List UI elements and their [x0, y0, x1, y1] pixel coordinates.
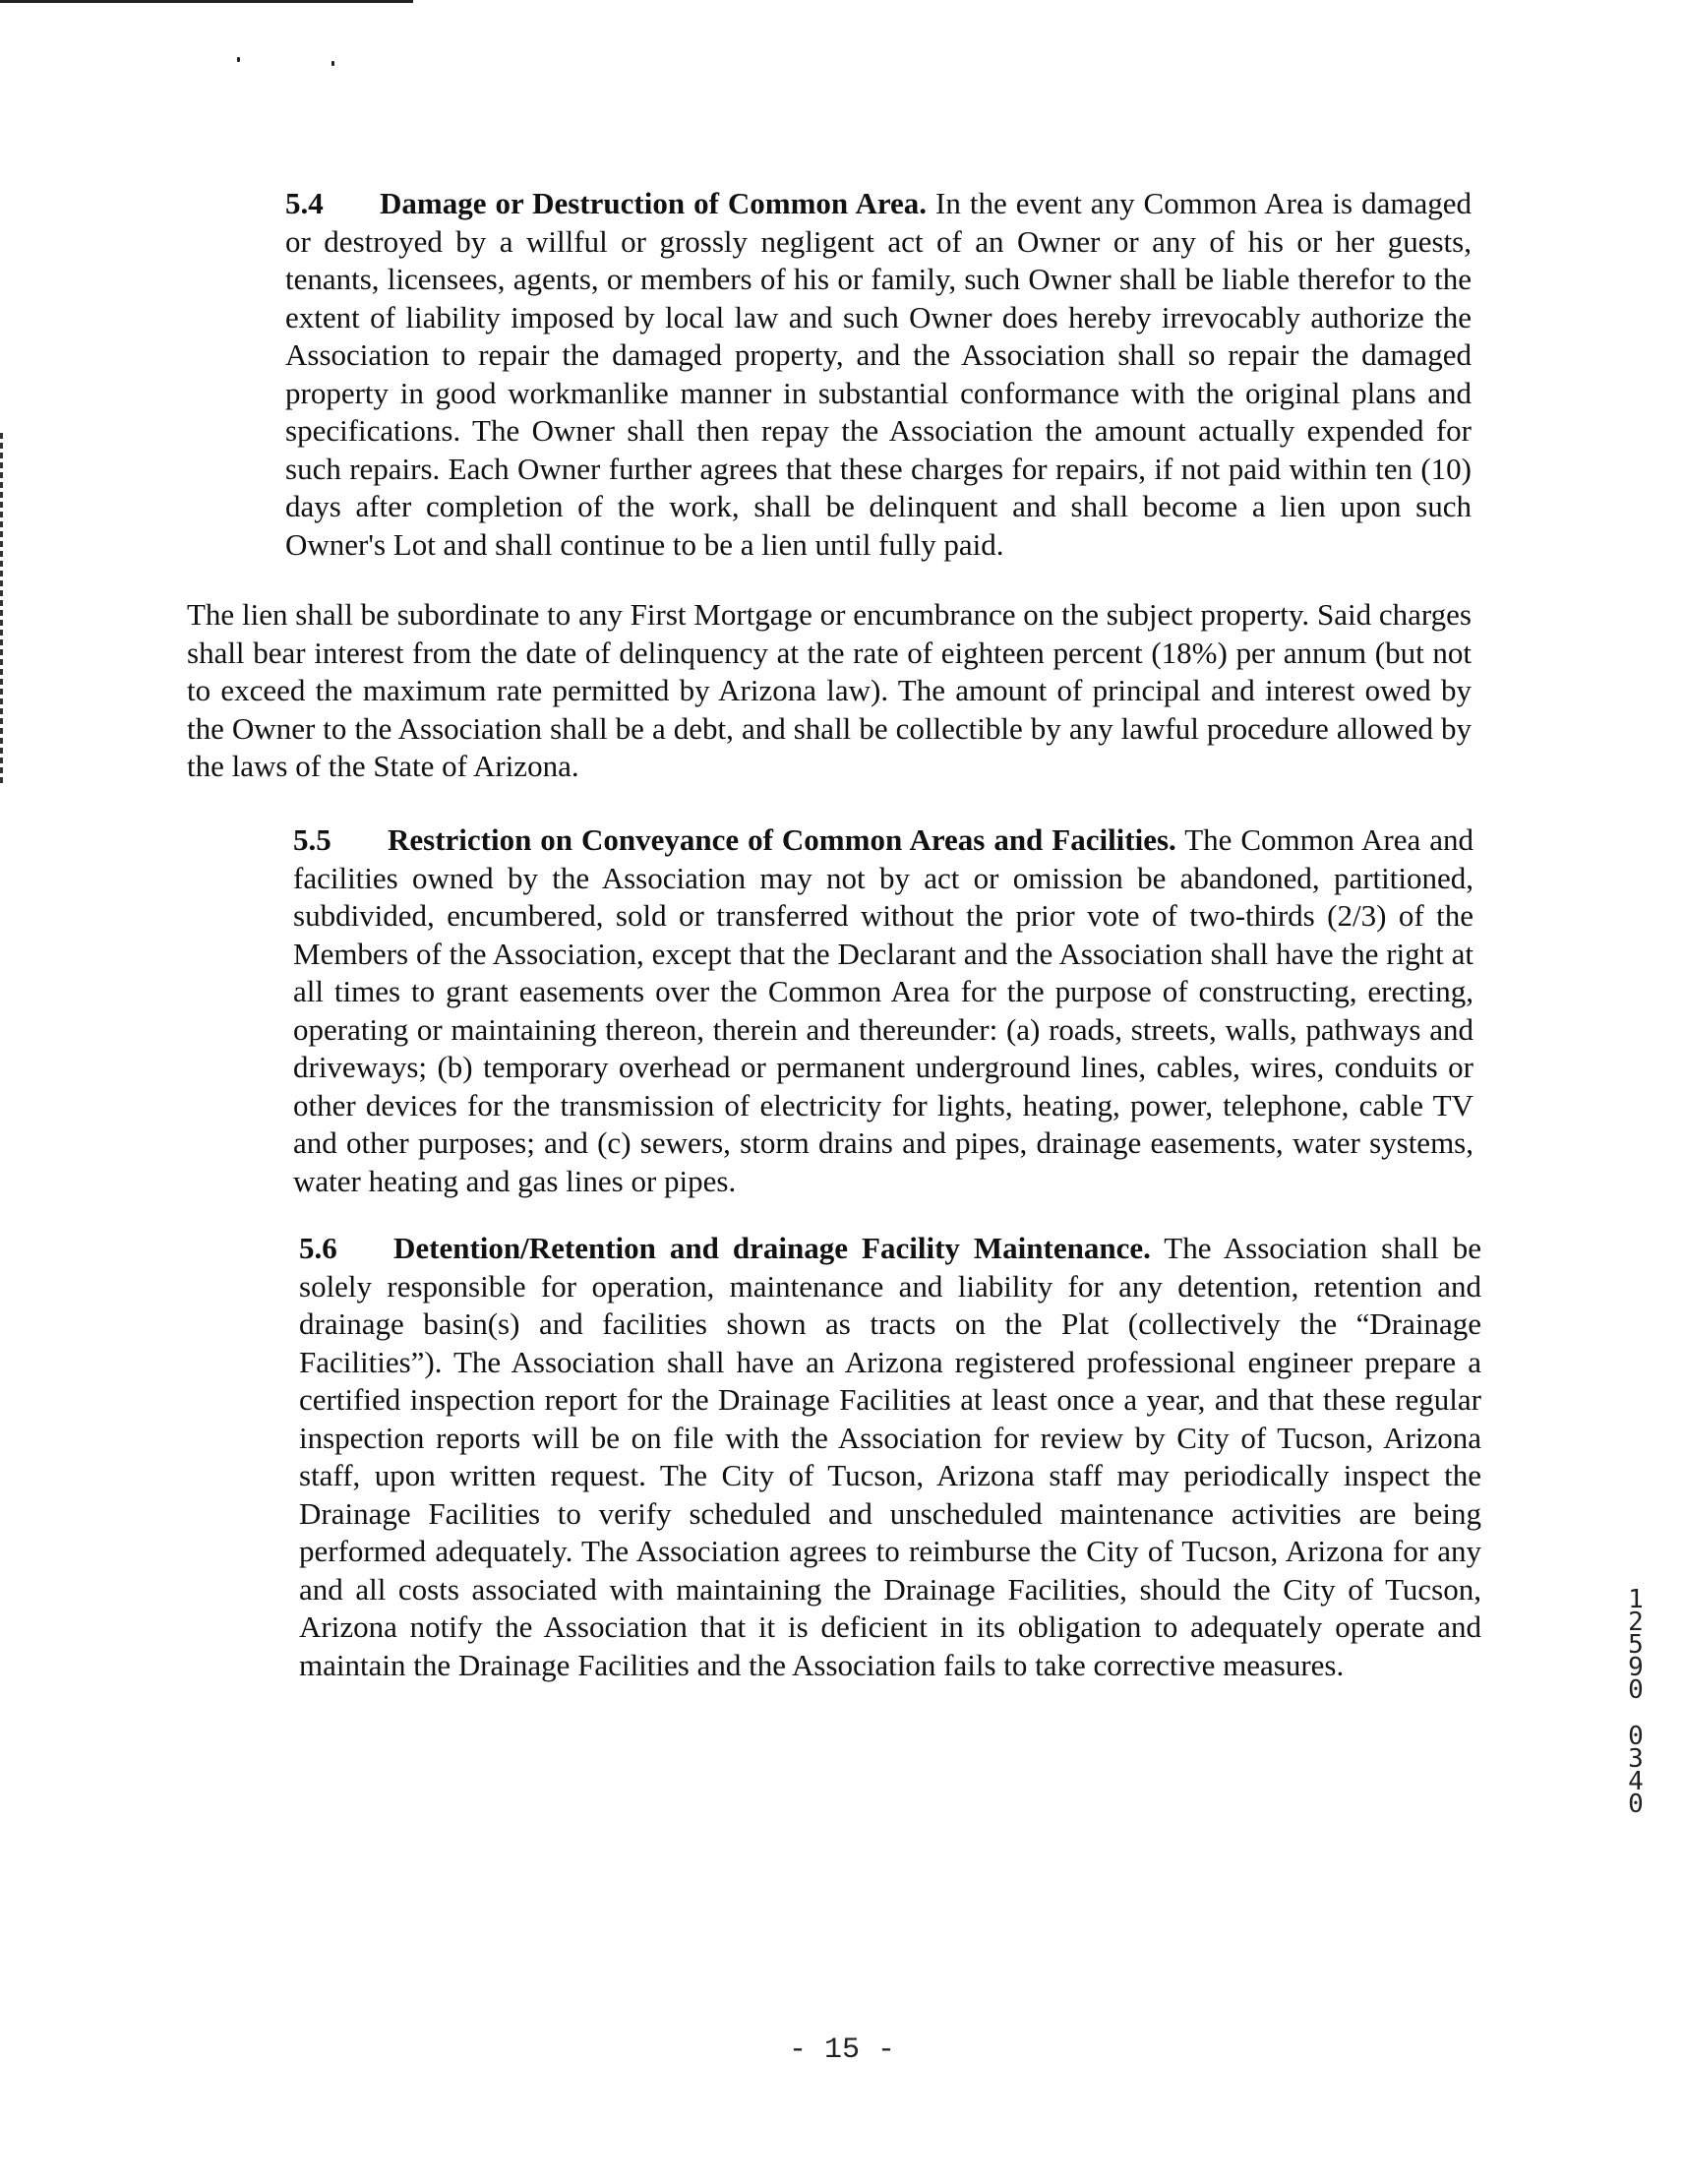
recording-stamp [1624, 1585, 1648, 1819]
section-5-4-paragraph [187, 185, 1472, 564]
recording-stamp-line-1 [1624, 1585, 1648, 1705]
section-5-5 [195, 821, 1474, 1200]
section-title: Restriction on Conveyance of Common Areas and Facilities. [388, 822, 1176, 857]
stamp-digit: 5 [1628, 1630, 1644, 1660]
section-5-4-lien-paragraph: The lien shall be subordinate to any First Mortgage or encumbrance on the subject property. Said charges shall bear interest from the date of delinquency at the rate of eighteen percent (18%) per annum (but not to exceed the maximum rate permitted by Arizona law). The amount of principal and interest owed by the Owner to the Association shall be a debt, and shall be collectible by any lawful procedure allowed by the laws of the State of Arizona. [187, 597, 1472, 783]
recording-stamp-line-2 [1624, 1722, 1648, 1819]
section-title: Damage or Destruction of Common Area. [380, 186, 928, 220]
section-5-5-paragraph [195, 821, 1474, 1200]
stamp-digit: 9 [1628, 1653, 1644, 1682]
stamp-digit: 0 [1628, 1790, 1644, 1819]
section-title: Detention/Retention and drainage Facility Maintenance. [393, 1231, 1151, 1265]
scan-speck [237, 57, 240, 62]
stamp-digit: 4 [1628, 1767, 1644, 1796]
scan-speck [331, 61, 334, 66]
section-number: 5.4 [285, 186, 324, 220]
section-5-6 [201, 1230, 1481, 1684]
section-5-6-paragraph [201, 1230, 1481, 1684]
section-body: In the event any Common Area is damaged or destroyed by a willful or grossly negligent act of an Owner or any of his or her guests, tenants, licensees, agents, or members of his or family, such Owner shall be liable therefor to the extent of liability imposed by local law and such Owner does hereby irrevocably authorize the Association to repair the damaged property, and the Association shall so repair the damaged property in good workmanlike manner in substantial conformance with the original plans and specifications. The Owner shall then repay the Association the amount actually expended for such repairs. Each Owner further agrees that these charges for repairs, if not paid within ten (10) days after completion of the work, shall be delinquent and shall become a lien upon such Owner's Lot and shall continue to be a lien until fully paid. [285, 186, 1472, 562]
scan-edge-line [0, 0, 413, 3]
stamp-digit: 0 [1628, 1675, 1644, 1705]
stamp-digit: 2 [1628, 1608, 1644, 1637]
stamp-digit: 3 [1628, 1744, 1644, 1774]
section-body: The Common Area and facilities owned by the Association may not by act or omission be abandoned, partitioned, subdivided, encumbered, sold or transferred without the prior vote of two-thirds (2/3) of the Members of the Association, except that the Declarant and the Association shall have the right at all times to grant easements over the Common Area for the purpose of constructing, erecting, operating or maintaining thereon, therein and thereunder: (a) roads, streets, walls, pathways and driveways; (b) temporary overhead or permanent underground lines, cables, wires, conduits or other devices for the transmission of electricity for lights, heating, power, telephone, cable TV and other purposes; and (c) sewers, storm drains and pipes, drainage easements, water systems, water heating and gas lines or pipes. [293, 822, 1474, 1198]
section-number: 5.6 [299, 1231, 337, 1265]
section-number: 5.5 [293, 822, 331, 857]
scan-edge-marks [0, 433, 3, 787]
stamp-digit: 1 [1628, 1585, 1644, 1614]
stamp-digit: 0 [1628, 1722, 1644, 1751]
section-5-4-continuation [187, 596, 1472, 786]
page-number: - 15 - [788, 2033, 896, 2067]
section-5-4 [187, 185, 1472, 564]
section-body: The Association shall be solely responsible for operation, maintenance and liability for any detention, retention and drainage basin(s) and facilities shown as tracts on the Plat (collectively the “Drainage Facilities”). The Association shall have an Arizona registered professional engineer prepare a certified inspection report for the Drainage Facilities at least once a year, and that these regular inspection reports will be on file with the Association for review by City of Tucson, Arizona staff, upon written request. The City of Tucson, Arizona staff may periodically inspect the Drainage Facilities to verify scheduled and unscheduled maintenance activities are being performed adequately. The Association agrees to reimburse the City of Tucson, Arizona for any and all costs associated with maintaining the Drainage Facilities, should the City of Tucson, Arizona notify the Association that it is deficient in its obligation to adequately operate and maintain the Drainage Facilities and the Association fails to take corrective measures. [299, 1231, 1481, 1682]
